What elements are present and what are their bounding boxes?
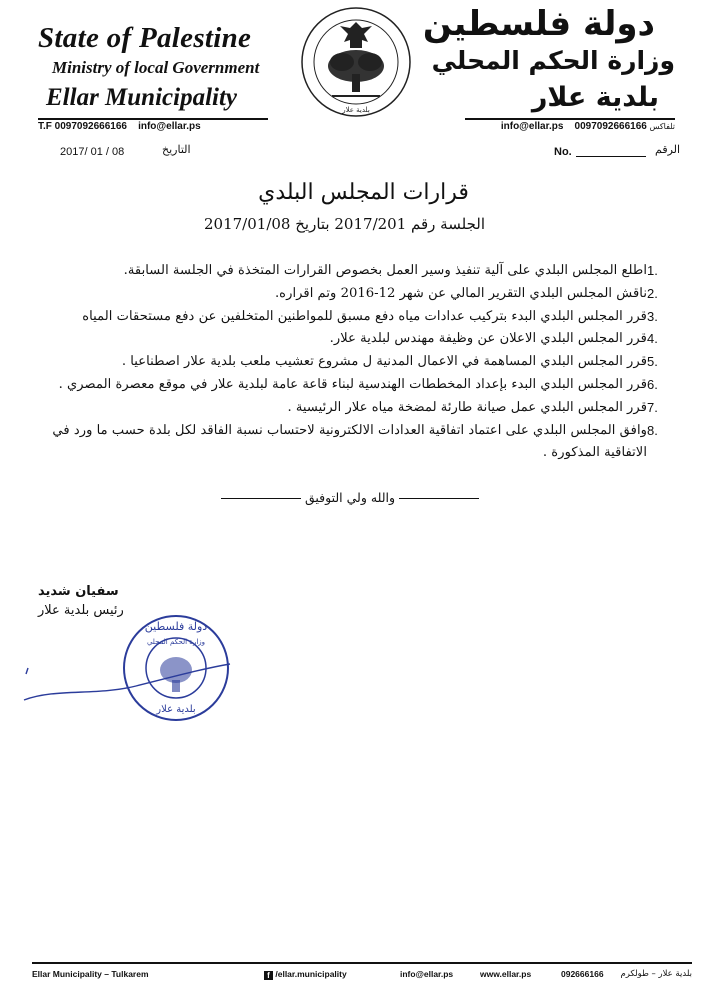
list-item <box>49 397 669 420</box>
item-text: قرر المجلس البلدي البدء بتركيب عدادات مياه دفع مسبق للمواطنين المتخلفين عن دفع مستحقات المياه <box>82 308 647 324</box>
closing-line <box>205 490 495 505</box>
number-label: No. <box>554 146 572 158</box>
facebook-icon: f <box>264 971 273 980</box>
date-value: 2017/ 01 / 08 <box>60 146 125 158</box>
signatory-title: رئيس بلدية علار <box>38 603 124 618</box>
item-number: .5 <box>647 354 658 370</box>
list-item <box>49 283 669 306</box>
english-ministry-title: Ministry of local Government <box>52 58 260 77</box>
contact-strip-right <box>465 118 675 132</box>
arabic-state-title: دولة فلسطين <box>422 4 655 44</box>
item-number: .4 <box>647 331 658 347</box>
english-state-title: State of Palestine <box>38 22 252 54</box>
contact-strip-left <box>38 118 268 132</box>
decisions-list <box>49 260 669 465</box>
contact-right-tf: 0097092666166 <box>574 121 647 132</box>
contact-right-label: تلفاكس <box>649 122 675 131</box>
date-label: التاريخ <box>162 143 191 156</box>
item-number: .3 <box>647 308 658 324</box>
session-line: الجلسة رقم 2017/201 بتاريخ 2017/01/08 <box>204 215 485 233</box>
list-item <box>49 306 669 329</box>
number-rule <box>576 156 646 157</box>
list-item <box>49 420 669 466</box>
emblem-caption: بلدية علار <box>342 106 370 114</box>
item-number: .8 <box>647 422 658 438</box>
footer-arabic: بلدية علار – طولكرم <box>620 969 692 979</box>
contact-right-email: info@ellar.ps <box>500 121 564 132</box>
footer-web: www.ellar.ps <box>480 969 532 979</box>
closing-dash-left <box>399 498 479 499</box>
stamp-top-text: دولة فلسطين <box>144 620 208 633</box>
footer-phone: 092666166 <box>561 969 604 979</box>
municipality-stamp-icon <box>16 578 236 738</box>
document-title: قرارات المجلس البلدي <box>258 180 469 205</box>
item-number: .6 <box>647 376 658 392</box>
closing-dash-right <box>221 498 301 499</box>
number-label-arabic: الرقم <box>655 143 681 156</box>
item-text: ناقش المجلس البلدي التقرير المالي عن شهر 12-2016 وتم اقراره. <box>274 285 647 301</box>
arabic-municipality-title: بلدية علار <box>531 82 659 113</box>
list-item <box>49 328 669 351</box>
footer-facebook-text: /ellar.municipality <box>275 969 347 979</box>
item-text: وافق المجلس البلدي على اعتماد اتفاقية العدادات الالكترونية لاحتساب نسبة الفاقد لكل بلدة حسب ما ورد في الاتفاقية المذكورة . <box>52 422 647 461</box>
arabic-ministry-title: وزارة الحكم المحلي <box>431 46 675 75</box>
list-item <box>49 374 669 397</box>
list-item <box>49 260 669 283</box>
list-item <box>49 351 669 374</box>
footer-email: info@ellar.ps <box>400 969 454 979</box>
footer-facebook <box>264 969 347 980</box>
item-text: قرر المجلس البلدي البدء بإعداد المخططات الهندسية لبناء قاعة عامة لبلدية علار في موقع معصرة المصري . <box>58 376 647 392</box>
item-text: قرر المجلس البلدي الاعلان عن وظيفة مهندس لبلدية علار. <box>329 331 647 347</box>
english-municipality-title: Ellar Municipality <box>46 84 238 111</box>
item-number: .1 <box>647 263 658 278</box>
item-number: .7 <box>647 399 658 415</box>
municipality-emblem-icon <box>286 4 426 120</box>
item-text: قرر المجلس البلدي عمل صيانة طارئة لمضخة مياه علار الرئيسية . <box>287 399 647 415</box>
signatory-name: سفيان شديد <box>38 584 119 599</box>
contact-left-tf: T.F 0097092666166 <box>38 121 127 132</box>
closing-text: والله ولي التوفيق <box>304 490 396 505</box>
contact-left-email: info@ellar.ps <box>138 121 201 132</box>
footer-bar <box>32 962 692 980</box>
item-text: اطلع المجلس البلدي على آلية تنفيذ وسير العمل بخصوص القرارات المتخذة في الجلسة السابقة. <box>123 263 647 278</box>
stamp-bottom-text: بلدية علار <box>156 704 196 715</box>
item-text: قرر المجلس البلدي المساهمة في الاعمال المدنية ل مشروع تعشيب ملعب بلدية علار اصطناعيا . <box>121 354 647 370</box>
footer-municipality: Ellar Municipality – Tulkarem <box>32 969 149 979</box>
stamp-ministry-text: وزارة الحكم المحلي <box>146 638 206 646</box>
item-number: .2 <box>647 285 658 301</box>
